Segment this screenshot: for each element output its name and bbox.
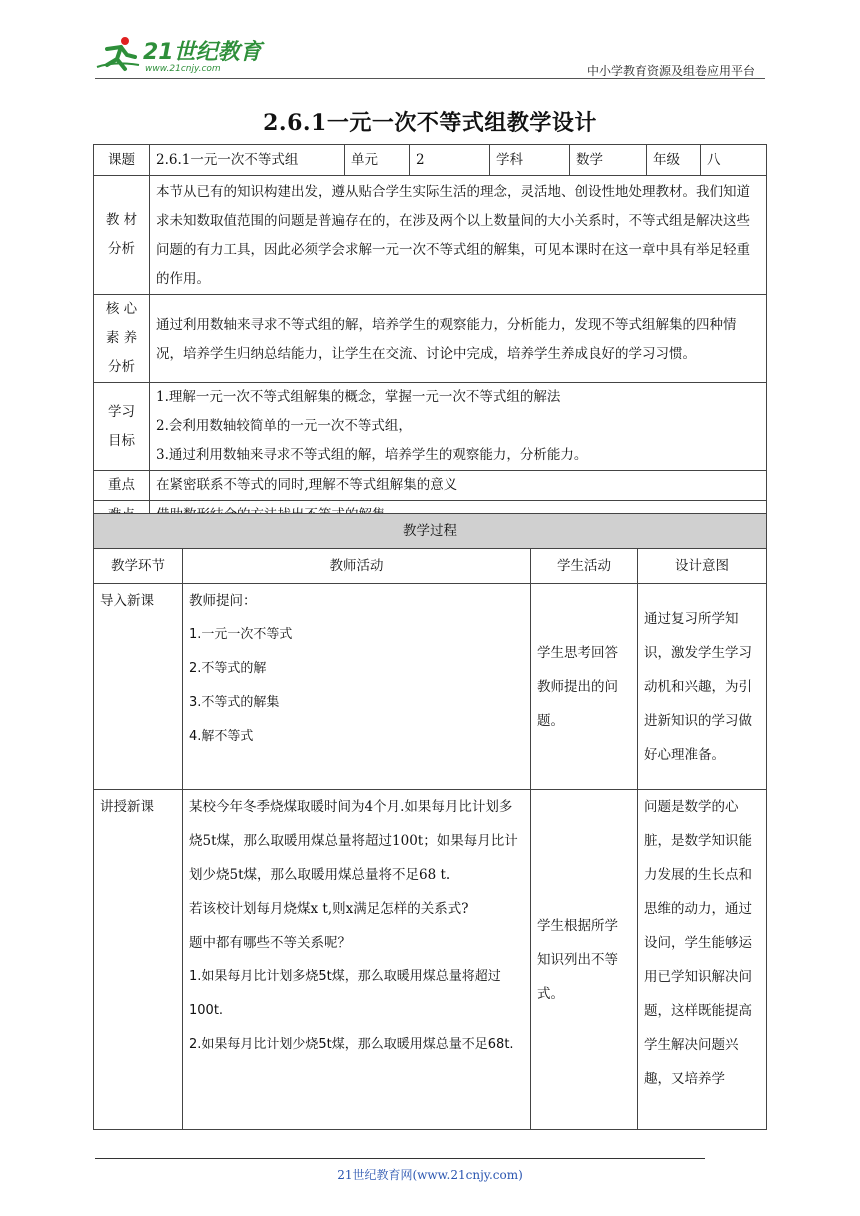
teacher-line: 2.不等式的解 [189, 661, 267, 676]
column-header: 学生活动 [531, 549, 638, 584]
materials-text: 本节从已有的知识构建出发，遵从贴合学生实际生活的理念，灵活地、创设性地处理教材。我们知道求未知数取值范围的问题是普遍存在的，在涉及两个以上数量间的大小关系时，不等式组是解决这些问题的有力工具，因此必须学会求解一元一次不等式组的解集，可见本课时在这一章中具有举足轻重的作用。 [150, 176, 767, 295]
info-row [94, 145, 767, 176]
teacher-line: 1.如果每月比计划多烧5t煤，那么取暖用煤总量将超过100t. [189, 969, 501, 1018]
stage-cell: 讲授新课 [94, 790, 183, 1130]
key-point-row [94, 471, 767, 501]
footer-link[interactable]: 21世纪教育网(www.21cnjy.com) [337, 1168, 523, 1182]
literacy-text: 通过利用数轴来寻求不等式组的解，培养学生的观察能力，分析能力，发现不等式组解集的四种情况，培养学生归纳总结能力，让学生在交流、讨论中完成，培养学生养成良好的学习习惯。 [150, 295, 767, 383]
stage-cell: 导入新课 [94, 584, 183, 790]
logo-url: www.21cnjy.com [145, 64, 221, 74]
lesson-info-table [93, 144, 767, 531]
process-heading-row [94, 514, 767, 549]
literacy-row [94, 295, 767, 383]
subject-value: 数学 [570, 145, 647, 176]
teacher-line: 2.如果每月比计划少烧5t煤，那么取暖用煤总量不足68t. [189, 1037, 514, 1052]
literacy-label [94, 295, 150, 383]
process-heading: 教学过程 [94, 514, 767, 549]
teacher-activity [183, 790, 531, 1130]
design-intent: 通过复习所学知识，激发学生学习动机和兴趣，为引进新知识的学习做好心理准备。 [638, 584, 767, 790]
column-header: 教学环节 [94, 549, 183, 584]
materials-label-line: 分析 [108, 241, 135, 257]
teacher-activity [183, 584, 531, 790]
teacher-line: 3.不等式的解集 [189, 695, 280, 710]
teacher-line: 4.解不等式 [189, 729, 254, 744]
student-activity: 学生思考回答教师提出的问题。 [531, 584, 638, 790]
process-row [94, 584, 767, 790]
goals-label-line: 目标 [108, 432, 135, 449]
teacher-line: 题中都有哪些不等关系呢？ [189, 935, 351, 951]
footer-divider [95, 1158, 705, 1159]
column-header: 设计意图 [638, 549, 767, 584]
teacher-line: 教师提问： [189, 593, 257, 609]
document-title: 2.6.1一元一次不等式组教学设计 [263, 110, 597, 136]
design-intent: 问题是数学的心脏，是数学知识能力发展的生长点和思维的动力，通过设问，学生能够运用已学知识解决问题，这样既能提高学生解决问题兴趣，又培养学 [638, 790, 767, 1130]
process-row [94, 790, 767, 1130]
platform-name: 中小学教育资源及组卷应用平台 [586, 64, 755, 78]
materials-label [94, 176, 150, 295]
page-header [95, 30, 765, 78]
runner-logo-icon [95, 35, 141, 73]
grade-value: 八 [701, 145, 767, 176]
unit-label: 单元 [345, 145, 410, 176]
column-header: 教师活动 [183, 549, 531, 584]
process-header-row [94, 549, 767, 584]
goals-list [150, 383, 767, 471]
teaching-process-table [93, 513, 767, 1130]
goals-row [94, 383, 767, 471]
course-value: 2.6.1一元一次不等式组 [150, 145, 345, 176]
literacy-label-line: 素 养 [105, 330, 138, 346]
subject-label: 学科 [490, 145, 570, 176]
teacher-line: 某校今年冬季烧煤取暖时间为4个月.如果每月比计划多烧5t煤，那么取暖用煤总量将超过100t；如果每月比计划少烧5t煤，那么取暖用煤总量将不足68 t. [189, 799, 518, 883]
goals-label-line: 学习 [108, 403, 135, 420]
student-activity: 学生根据所学知识列出不等式。 [531, 790, 638, 1130]
site-logo[interactable] [95, 35, 265, 75]
teacher-line: 若该校计划每月烧煤x t,则x满足怎样的关系式? [189, 901, 469, 917]
key-point-label: 重点 [94, 471, 150, 501]
materials-row [94, 176, 767, 295]
literacy-label-line: 分析 [108, 359, 135, 375]
goal-item: 2.会利用数轴较简单的一元一次不等式组， [156, 418, 412, 434]
goals-label [94, 383, 150, 471]
goal-item: 1.理解一元一次不等式组解集的概念，掌握一元一次不等式组的解法 [156, 389, 561, 405]
teacher-line: 1.一元一次不等式 [189, 627, 293, 642]
materials-label-line: 教 材 [105, 212, 138, 228]
key-point-text: 在紧密联系不等式的同时,理解不等式组解集的意义 [150, 471, 767, 501]
literacy-label-line: 核 心 [105, 301, 138, 317]
course-label: 课题 [94, 145, 150, 176]
goal-item: 3.通过利用数轴来寻求不等式组的解，培养学生的观察能力，分析能力。 [156, 447, 588, 463]
grade-label: 年级 [647, 145, 701, 176]
unit-value: 2 [410, 145, 490, 176]
logo-text: 21世纪教育 [143, 40, 262, 65]
header-divider [95, 78, 765, 79]
